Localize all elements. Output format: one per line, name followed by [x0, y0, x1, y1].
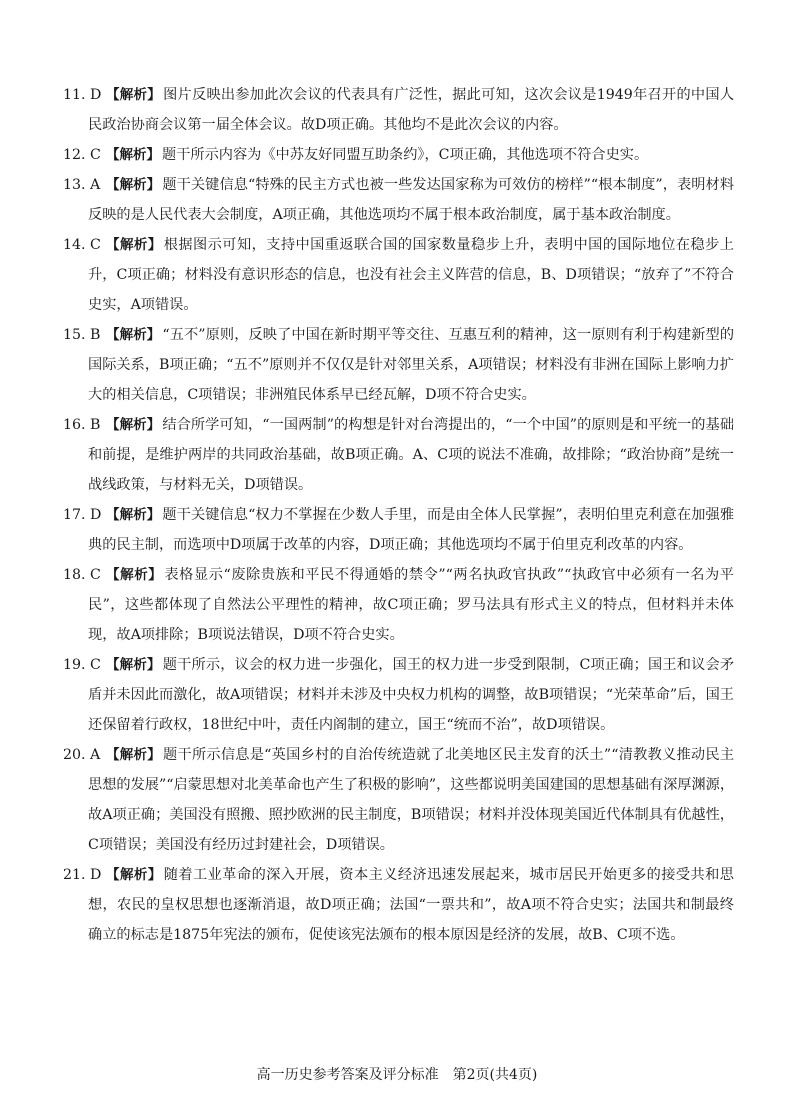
- answer-letter: C: [90, 657, 101, 673]
- analysis-tag: 【解析】: [106, 147, 160, 163]
- analysis-text: 根据图示可知，支持中国重返联合国的国家数量稳步上升，表明中国的国际地位在稳步上升，C项正确；材料没有意识形态的信息，也没有社会主义阵营的信息，B、D项错误；“放弃了”不符合史实，A项错误。: [88, 237, 734, 313]
- answer-item-17: [0, 500, 794, 560]
- analysis-tag: 【解析】: [106, 177, 161, 193]
- question-number: 15.: [63, 327, 86, 343]
- answer-list: [0, 80, 794, 950]
- question-number: 20.: [63, 747, 86, 763]
- answer-letter: C: [90, 237, 101, 253]
- question-number: 14.: [63, 237, 86, 253]
- analysis-text: 结合所学可知，“一国两制”的构想是针对台湾提出的，“一个中国”的原则是和平统一的基础和前提，是维护两岸的共同政治基础，故B项正确。A、C项的说法不准确，故排除；“政治协商”是统一战线政策，与材料无关，D项错误。: [88, 417, 735, 493]
- analysis-text: 题干所示内容为《中苏友好同盟互助条约》，C项正确，其他选项不符合史实。: [162, 147, 649, 163]
- analysis-text: 题干所示，议会的权力进一步强化，国王的权力进一步受到限制，C项正确；国王和议会矛盾并未因此而激化，故A项错误；材料并未涉及中央权力机构的调整，故B项错误；“光荣革命”后，国王还保留着行政权，18世纪中叶，责任内阁制的建立，国王“统而不治”，故D项错误。: [88, 657, 735, 733]
- analysis-tag: 【解析】: [106, 747, 162, 763]
- answer-item-20: [0, 740, 794, 860]
- analysis-tag: 【解析】: [106, 417, 161, 433]
- answer-letter: D: [90, 87, 102, 103]
- question-number: 18.: [63, 567, 86, 583]
- answer-letter: A: [90, 177, 101, 193]
- answer-item-11: [0, 80, 794, 140]
- analysis-tag: 【解析】: [106, 657, 161, 673]
- analysis-tag: 【解析】: [106, 507, 161, 523]
- answer-item-14: [0, 230, 794, 320]
- analysis-tag: 【解析】: [106, 237, 162, 253]
- analysis-text: 表格显示“废除贵族和平民不得通婚的禁令”“两名执政官执政”“执政官中必须有一名为平民”，这些都体现了自然法公平理性的精神，故C项正确；罗马法具有形式主义的特点，但材料并未体现，故A项排除；B项说法错误，D项不符合史实。: [88, 567, 734, 643]
- answer-item-12: [0, 140, 794, 170]
- answer-item-21: [0, 860, 794, 950]
- answer-item-19: [0, 650, 794, 740]
- analysis-tag: 【解析】: [106, 87, 162, 103]
- question-number: 12.: [63, 147, 86, 163]
- analysis-text: 题干关键信息“特殊的民主方式也被一些发达国家称为可效仿的榜样”“根本制度”，表明材料反映的是人民代表大会制度，A项正确，其他选项均不属于根本政治制度，属于基本政治制度。: [88, 177, 735, 223]
- answer-letter: B: [90, 327, 101, 343]
- analysis-text: 题干关键信息“权力不掌握在少数人手里，而是由全体人民掌握”，表明伯里克利意在加强雅典的民主制，而选项中D项属于改革的内容，D项正确；其他选项均不属于伯里克利改革的内容。: [88, 507, 735, 553]
- analysis-tag: 【解析】: [106, 867, 162, 883]
- analysis-tag: 【解析】: [106, 567, 163, 583]
- question-number: 19.: [63, 657, 86, 673]
- answer-letter: D: [90, 867, 102, 883]
- analysis-text: “五不”原则，反映了中国在新时期平等交往、互惠互利的精神，这一原则有利于构建新型的国际关系，B项正确；“五不”原则并不仅仅是针对邻里关系，A项错误；材料没有非洲在国际上影响力扩大的相关信息，C项错误；非洲殖民体系早已经瓦解，D项不符合史实。: [88, 327, 735, 403]
- answer-letter: A: [90, 747, 101, 763]
- question-number: 17.: [63, 507, 86, 523]
- question-number: 21.: [63, 867, 86, 883]
- page-footer: 高一历史参考答案及评分标准 第2页(共4页): [256, 1067, 538, 1083]
- answer-item-15: [0, 320, 794, 410]
- question-number: 16.: [63, 417, 86, 433]
- analysis-text: 图片反映出参加此次会议的代表具有广泛性，据此可知，这次会议是1949年召开的中国人民政治协商会议第一届全体会议。故D项正确。其他均不是此次会议的内容。: [88, 87, 735, 133]
- answer-letter: C: [90, 147, 101, 163]
- answer-item-13: [0, 170, 794, 230]
- answer-item-18: [0, 560, 794, 650]
- question-number: 11.: [63, 87, 86, 103]
- answer-letter: D: [90, 507, 102, 523]
- answer-letter: B: [90, 417, 101, 433]
- analysis-text: 随着工业革命的深入开展，资本主义经济迅速发展起来，城市居民开始更多的接受共和思想，农民的皇权思想也逐渐消退，故D项正确；法国“一票共和”，故A项不符合史实；法国共和制最终确立的标志是1875年宪法的颁布，促使该宪法颁布的根本原因是经济的发展，故B、C项不选。: [88, 867, 734, 943]
- analysis-text: 题干所示信息是“英国乡村的自治传统造就了北美地区民主发育的沃土”“清教教义推动民主思想的发展”“启蒙思想对北美革命也产生了积极的影响”，这些都说明美国建国的思想基础有深厚渊源，故A项正确；美国没有照搬、照抄欧洲的民主制度，B项错误；材料并没体现美国近代体制具有优越性，C项错误；美国没有经历过封建社会，D项错误。: [88, 747, 735, 853]
- analysis-tag: 【解析】: [106, 327, 161, 343]
- answer-item-16: [0, 410, 794, 500]
- question-number: 13.: [63, 177, 86, 193]
- answer-letter: C: [90, 567, 101, 583]
